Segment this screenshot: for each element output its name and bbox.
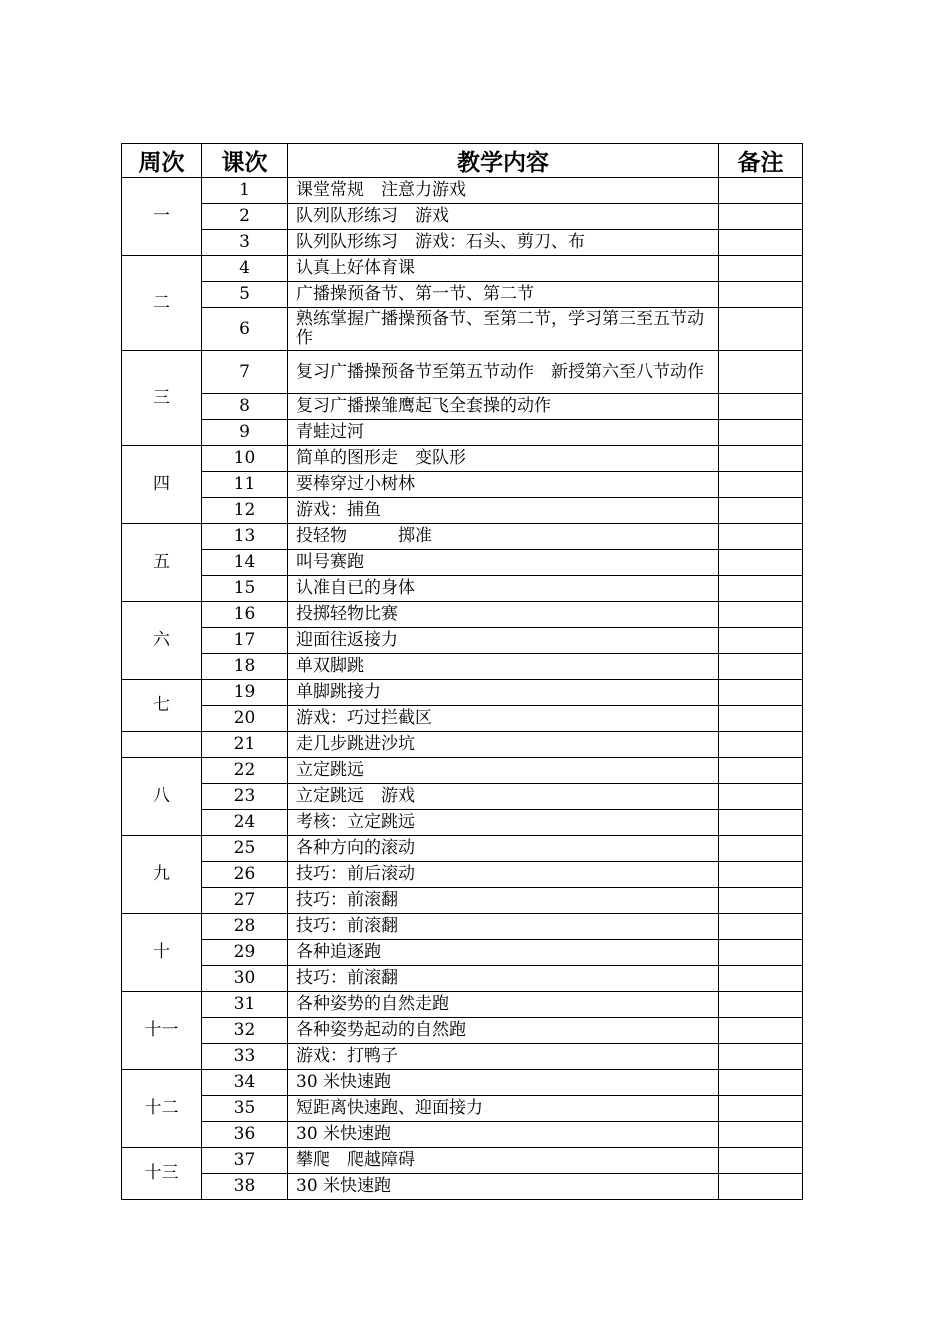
note-cell [719,602,803,628]
table-row [122,446,803,472]
table-row [122,1148,803,1174]
lesson-content-cell: 各种姿势的自然走跑 [288,992,719,1018]
table-row [122,680,803,706]
table-row [122,351,803,394]
lesson-number-cell: 31 [202,992,288,1018]
week-cell: 三 [122,351,202,446]
lesson-content-cell: 技巧：前滚翻 [288,914,719,940]
note-cell [719,706,803,732]
table-row [122,784,803,810]
note-cell [719,628,803,654]
lesson-content-cell: 立定跳远 [288,758,719,784]
note-cell [719,992,803,1018]
note-cell [719,282,803,308]
table-row [122,1018,803,1044]
lesson-number-cell: 28 [202,914,288,940]
lesson-number-cell: 17 [202,628,288,654]
lesson-content-cell: 复习广播操预备节至第五节动作 新授第六至八节动作 [288,351,719,394]
note-cell [719,1122,803,1148]
week-cell: 十一 [122,992,202,1070]
table-row [122,862,803,888]
lesson-number-cell: 16 [202,602,288,628]
lesson-number-cell: 23 [202,784,288,810]
lesson-number-cell: 27 [202,888,288,914]
lesson-content-cell: 走几步跳进沙坑 [288,732,719,758]
lesson-content-cell: 队列队形练习 游戏：石头、剪刀、布 [288,230,719,256]
header-lesson: 课次 [202,144,288,178]
table-row [122,472,803,498]
note-cell [719,230,803,256]
note-cell [719,784,803,810]
table-row [122,628,803,654]
lesson-number-cell: 24 [202,810,288,836]
note-cell [719,550,803,576]
lesson-number-cell: 22 [202,758,288,784]
lesson-number-cell: 1 [202,178,288,204]
table-row [122,282,803,308]
lesson-number-cell: 25 [202,836,288,862]
table-row [122,230,803,256]
lesson-number-cell: 3 [202,230,288,256]
table-row [122,992,803,1018]
note-cell [719,1174,803,1200]
note-cell [719,758,803,784]
table-row [122,420,803,446]
lesson-number-cell: 15 [202,576,288,602]
table-row [122,550,803,576]
note-cell [719,446,803,472]
table-row [122,602,803,628]
week-cell: 六 [122,602,202,680]
lesson-number-cell: 29 [202,940,288,966]
table-row [122,178,803,204]
table-row [122,888,803,914]
note-cell [719,351,803,394]
lesson-content-cell: 队列队形练习 游戏 [288,204,719,230]
note-cell [719,732,803,758]
table-row [122,966,803,992]
note-cell [719,1070,803,1096]
note-cell [719,1044,803,1070]
week-cell: 十三 [122,1148,202,1200]
lesson-number-cell: 4 [202,256,288,282]
lesson-content-cell: 投轻物 掷准 [288,524,719,550]
lesson-content-cell: 投掷轻物比赛 [288,602,719,628]
note-cell [719,810,803,836]
table-header-row [122,144,803,178]
note-cell [719,472,803,498]
lesson-number-cell: 35 [202,1096,288,1122]
note-cell [719,966,803,992]
lesson-number-cell: 2 [202,204,288,230]
note-cell [719,680,803,706]
table-row [122,498,803,524]
lesson-number-cell: 30 [202,966,288,992]
lesson-content-cell: 要棒穿过小树林 [288,472,719,498]
lesson-content-cell: 单脚跳接力 [288,680,719,706]
week-cell: 四 [122,446,202,524]
note-cell [719,394,803,420]
note-cell [719,836,803,862]
week-cell: 十二 [122,1070,202,1148]
table-row [122,204,803,230]
note-cell [719,420,803,446]
table-row [122,1122,803,1148]
week-cell: 十 [122,914,202,992]
week-cell: 九 [122,836,202,914]
lesson-content-cell: 30 米快速跑 [288,1070,719,1096]
lesson-content-cell: 短距离快速跑、迎面接力 [288,1096,719,1122]
note-cell [719,654,803,680]
lesson-number-cell: 33 [202,1044,288,1070]
note-cell [719,888,803,914]
lesson-number-cell: 11 [202,472,288,498]
lesson-number-cell: 14 [202,550,288,576]
table-row [122,914,803,940]
note-cell [719,862,803,888]
table-row [122,1096,803,1122]
lesson-content-cell: 游戏：打鸭子 [288,1044,719,1070]
lesson-content-cell: 技巧：前滚翻 [288,888,719,914]
note-cell [719,524,803,550]
note-cell [719,1018,803,1044]
lesson-number-cell: 7 [202,351,288,394]
week-cell: 七 [122,680,202,732]
lesson-number-cell: 8 [202,394,288,420]
lesson-number-cell: 36 [202,1122,288,1148]
table-row [122,836,803,862]
lesson-content-cell: 课堂常规 注意力游戏 [288,178,719,204]
lesson-number-cell: 26 [202,862,288,888]
header-note: 备注 [719,144,803,178]
lesson-number-cell: 38 [202,1174,288,1200]
lesson-number-cell: 19 [202,680,288,706]
table-row [122,732,803,758]
lesson-number-cell: 6 [202,308,288,351]
table-body [122,178,803,1200]
lesson-number-cell: 5 [202,282,288,308]
table-row [122,1070,803,1096]
table-row [122,524,803,550]
lesson-content-cell: 叫号赛跑 [288,550,719,576]
lesson-content-cell: 立定跳远 游戏 [288,784,719,810]
lesson-content-cell: 青蛙过河 [288,420,719,446]
lesson-number-cell: 34 [202,1070,288,1096]
note-cell [719,256,803,282]
header-content: 教学内容 [288,144,719,178]
table-row [122,576,803,602]
table-row [122,308,803,351]
week-cell [122,732,202,758]
week-cell: 八 [122,758,202,836]
table-row [122,940,803,966]
lesson-content-cell: 认准自已的身体 [288,576,719,602]
lesson-content-cell: 复习广播操雏鹰起飞全套操的动作 [288,394,719,420]
header-week: 周次 [122,144,202,178]
lesson-number-cell: 32 [202,1018,288,1044]
lesson-content-cell: 技巧：前滚翻 [288,966,719,992]
lesson-content-cell: 游戏：巧过拦截区 [288,706,719,732]
lesson-content-cell: 各种方向的滚动 [288,836,719,862]
note-cell [719,1096,803,1122]
note-cell [719,204,803,230]
lesson-content-cell: 30 米快速跑 [288,1174,719,1200]
teaching-plan-table [121,143,803,1200]
lesson-content-cell: 熟练掌握广播操预备节、至第二节，学习第三至五节动作 [288,308,719,351]
lesson-content-cell: 技巧：前后滚动 [288,862,719,888]
note-cell [719,498,803,524]
note-cell [719,1148,803,1174]
lesson-number-cell: 37 [202,1148,288,1174]
lesson-content-cell: 30 米快速跑 [288,1122,719,1148]
lesson-content-cell: 游戏：捕鱼 [288,498,719,524]
note-cell [719,940,803,966]
table-row [122,394,803,420]
lesson-number-cell: 9 [202,420,288,446]
week-cell: 二 [122,256,202,351]
lesson-number-cell: 13 [202,524,288,550]
note-cell [719,308,803,351]
lesson-content-cell: 迎面往返接力 [288,628,719,654]
week-cell: 一 [122,178,202,256]
table-row [122,810,803,836]
note-cell [719,576,803,602]
table-row [122,256,803,282]
lesson-content-cell: 攀爬 爬越障碍 [288,1148,719,1174]
week-cell: 五 [122,524,202,602]
lesson-content-cell: 考核：立定跳远 [288,810,719,836]
table-row [122,654,803,680]
lesson-number-cell: 21 [202,732,288,758]
lesson-content-cell: 广播操预备节、第一节、第二节 [288,282,719,308]
lesson-content-cell: 简单的图形走 变队形 [288,446,719,472]
lesson-content-cell: 单双脚跳 [288,654,719,680]
lesson-number-cell: 20 [202,706,288,732]
table-row [122,1044,803,1070]
lesson-content-cell: 各种姿势起动的自然跑 [288,1018,719,1044]
table-row [122,1174,803,1200]
lesson-content-cell: 各种追逐跑 [288,940,719,966]
lesson-content-cell: 认真上好体育课 [288,256,719,282]
table-row [122,706,803,732]
lesson-number-cell: 10 [202,446,288,472]
note-cell [719,178,803,204]
note-cell [719,914,803,940]
table-row [122,758,803,784]
lesson-number-cell: 18 [202,654,288,680]
lesson-number-cell: 12 [202,498,288,524]
